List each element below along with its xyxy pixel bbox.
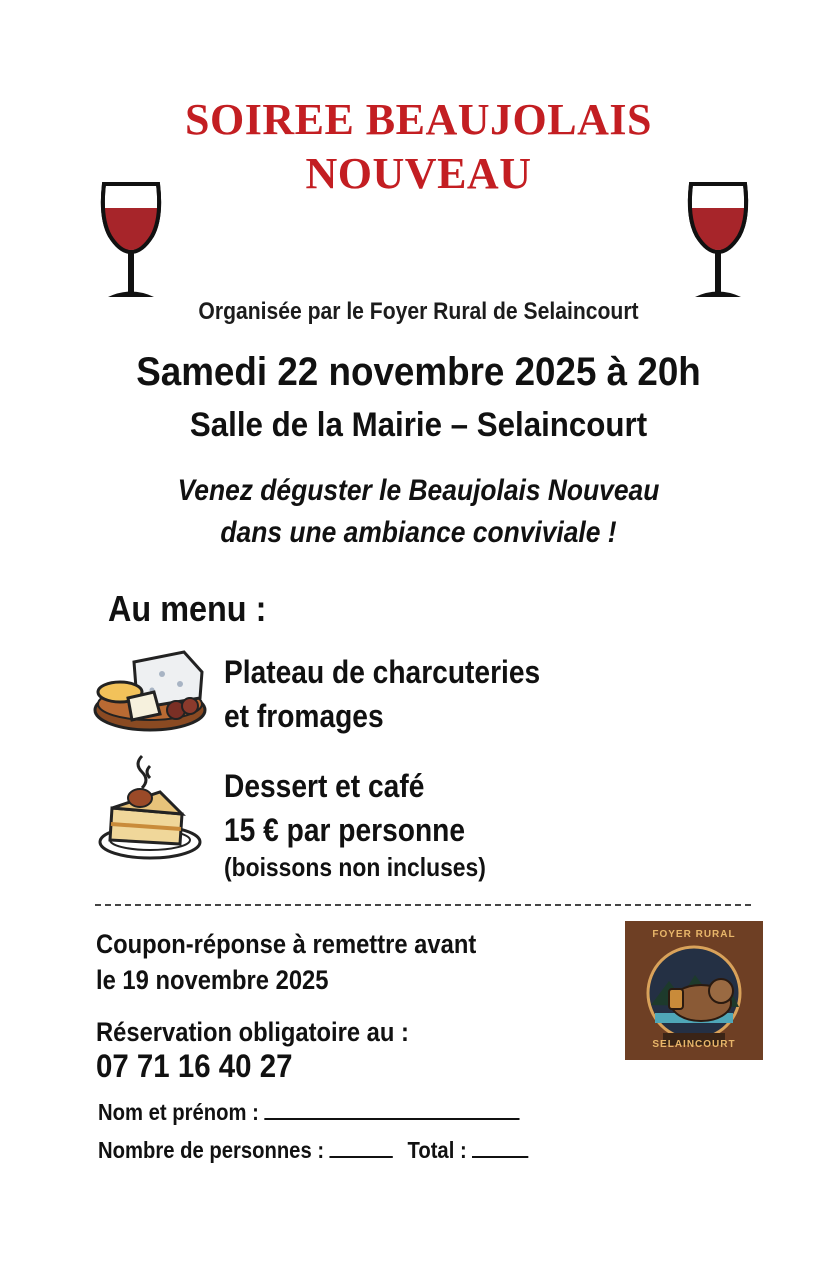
reservation-label: Réservation obligatoire au : xyxy=(96,1017,409,1047)
price: 15 € par personne xyxy=(224,812,466,848)
event-date: Samedi 22 novembre 2025 à 20h xyxy=(136,350,701,394)
cake-slice-icon xyxy=(96,752,204,864)
people-label: Nombre de personnes : xyxy=(98,1137,325,1163)
invitation-text xyxy=(50,470,787,554)
total-blank-line[interactable] xyxy=(472,1136,528,1158)
cut-line-divider xyxy=(95,904,751,906)
foyer-rural-logo xyxy=(625,921,763,1060)
name-blank-line[interactable] xyxy=(264,1098,519,1120)
menu-item-2: Dessert et café xyxy=(224,768,425,804)
name-label: Nom et prénom : xyxy=(98,1099,259,1125)
menu-item-1-line-1: Plateau de charcuteries xyxy=(224,654,541,690)
price-note: (boissons non incluses) xyxy=(224,852,486,882)
menu-heading: Au menu : xyxy=(108,588,267,629)
invitation-line-2: dans une ambiance conviviale ! xyxy=(220,516,617,549)
coupon-deadline-line-2: le 19 novembre 2025 xyxy=(96,965,329,995)
wine-glass-icon xyxy=(683,180,753,302)
name-field-row xyxy=(98,1098,520,1126)
organizer-line: Organisée par le Foyer Rural de Selaincourt xyxy=(198,298,639,325)
wine-glass-icon xyxy=(96,180,166,302)
phone-number: 07 71 16 40 27 xyxy=(96,1048,293,1084)
title-line-1: SOIREE BEAUJOLAIS xyxy=(185,95,652,144)
cheese-board-icon xyxy=(92,644,208,736)
event-venue: Salle de la Mairie – Selaincourt xyxy=(189,406,648,444)
total-label: Total : xyxy=(407,1137,467,1163)
menu-item-1-line-2: et fromages xyxy=(224,698,384,734)
coupon-deadline-line-1: Coupon-réponse à remettre avant xyxy=(96,929,477,959)
logo-top-text: FOYER RURAL xyxy=(652,929,736,940)
people-field-row xyxy=(98,1136,529,1164)
invitation-line-1: Venez déguster le Beaujolais Nouveau xyxy=(177,474,660,507)
title-line-2: NOUVEAU xyxy=(305,149,532,198)
logo-bottom-text: SELAINCOURT xyxy=(652,1039,736,1050)
people-blank-line[interactable] xyxy=(330,1136,393,1158)
